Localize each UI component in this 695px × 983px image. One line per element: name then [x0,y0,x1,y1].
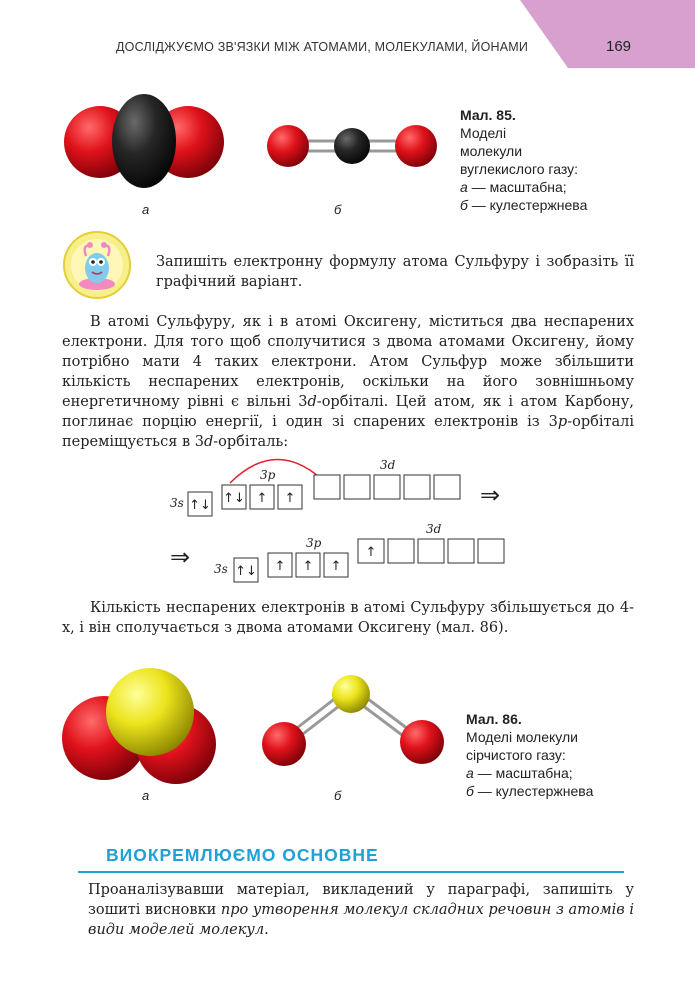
so2-ball-and-stick-model [258,672,448,772]
oxygen-ball-left [267,125,309,167]
legend-text-a: — масштабна; [473,765,573,781]
oxygen-ball-right [400,720,444,764]
row1-p-cell: ↑↓ [223,491,245,506]
electron-transfer-arrow [230,459,328,485]
figure-85-letter-b: б [334,202,342,217]
task-text: Запишіть електронну формулу атома Сульфуру і зобразіть її графічний варіант. [156,254,634,290]
figure-85-title: Мал. 85. [460,107,516,123]
row2-p-cell: ↑ [330,559,342,574]
row1-3s-label: 3s [170,496,184,510]
caption-line: Моделі молекули [466,729,578,745]
row2-3p-label: 3p [306,536,322,550]
legend-key-a: а [460,179,468,195]
orbital-diagram [160,445,540,585]
row2-p-cell: ↑ [274,559,286,574]
section-heading: ВИОКРЕМЛЮЄМО ОСНОВНЕ [106,845,379,865]
row1-3p-label: 3p [260,468,276,482]
figure-85-caption [460,106,587,214]
row1-p-cell: ↑ [256,491,268,506]
figure-86-title: Мал. 86. [466,711,522,727]
carbon-ball [334,128,370,164]
page-number: 169 [606,38,632,55]
sulfur-atom [106,668,194,756]
oxygen-ball-right [395,125,437,167]
legend-text-b: — кулестержнева [473,783,594,799]
co2-ball-and-stick-model [262,116,442,176]
caption-line: молекули [460,143,523,159]
mascot-icon [62,230,132,300]
figure-86-letter-a: а [142,788,150,803]
paragraph-sulfur-electrons: В атомі Сульфуру, як і в атомі Оксигену, міститься два неспарених електрони. Для того щоб сполучитися з двома атомами Оксигену, йому потрібно мати 4 таких електрони. Атом Сульфур може збільшити кількість неспарених електронів, оскільки на його зовнішньому енергетичному рівні є вільні 3d-орбіталі. Цей атом, як і атом Карбону, поглинає порцію енергії, і один зі спарених електронів із 3p-орбіталі переміщується в 3d-орбіталь: [62,314,634,450]
caption-line: сірчистого газу: [466,747,566,763]
section-divider [78,871,624,873]
so2-space-filling-model [58,664,228,794]
row2-d-cell: ↑ [365,545,377,560]
row2-s-cell: ↑↓ [235,564,257,579]
transition-arrow: ⇒ [480,481,501,509]
caption-line: вуглекислого газу: [460,161,578,177]
row1-s-cell: ↑↓ [189,498,211,513]
sulfur-ball [332,675,370,713]
row2-3s-label: 3s [214,562,228,576]
legend-key-b: б [460,197,468,213]
legend-text-a: — масштабна; [467,179,567,195]
co2-space-filling-model [60,86,230,196]
carbon-atom [112,94,176,188]
row2-p-cell: ↑ [302,559,314,574]
summary-text: Проаналізувавши матеріал, викладений у параграфі, запишіть у зошиті висновки про утворення молекул складних речовин з атомів і види моделей молекул. [88,882,634,938]
figure-85-letter-a: а [142,202,150,217]
paragraph-unpaired-increase: Кількість неспарених електронів в атомі Сульфуру збільшується до 4-х, і він сполучається з двома атомами Оксигену (мал. 86). [62,600,634,636]
page-corner-tab [520,0,695,68]
legend-key-a: а [466,765,474,781]
legend-text-b: — кулестержнева [467,197,588,213]
row1-p-cell: ↑ [284,491,296,506]
legend-key-b: б [466,783,474,799]
transition-arrow: ⇒ [170,543,191,571]
running-header: ДОСЛІДЖУЄМО ЗВ'ЯЗКИ МІЖ АТОМАМИ, МОЛЕКУЛАМИ, ЙОНАМИ [116,40,529,54]
figure-86-caption [466,710,593,800]
oxygen-ball-left [262,722,306,766]
row1-3d-label: 3d [380,458,396,472]
row2-3d-label: 3d [426,522,442,536]
caption-line: Моделі [460,125,507,141]
figure-86-letter-b: б [334,788,342,803]
